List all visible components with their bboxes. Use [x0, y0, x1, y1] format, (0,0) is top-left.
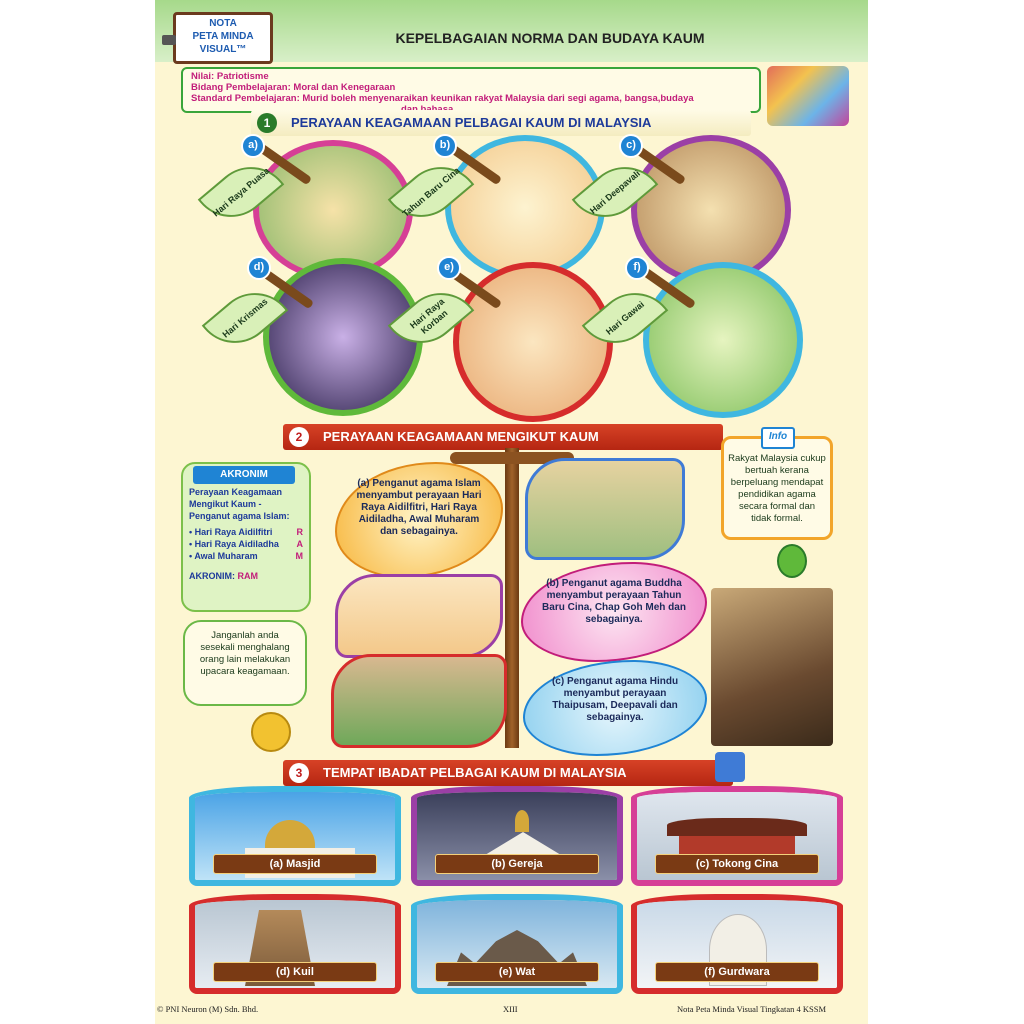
akronim-result [189, 570, 303, 582]
brand-line1: NOTA [209, 18, 237, 29]
akronim-item-letter: M [295, 551, 303, 561]
reading-kid-icon [715, 752, 745, 782]
leaf-hari-raya-korban: Hari Raya Korban [388, 277, 475, 360]
hindu-petal: (c) Penganut agama Hindu menyambut perayaan Thaipusam, Deepavali dan sebagainya. [523, 660, 707, 756]
buddha-petal: (b) Penganut agama Buddha menyambut perayaan Tahun Baru Cina, Chap Goh Meh dan sebagainya. [521, 562, 707, 662]
illustration-chinese-new-year [335, 574, 503, 658]
poster-page [155, 0, 868, 1024]
parrot-mascot-icon [777, 544, 807, 578]
akronim-item-letter: R [296, 527, 303, 537]
nilai-text: Nilai: Patriotisme [191, 71, 269, 82]
brand-line3: VISUAL™ [199, 44, 247, 55]
tree-trunk [505, 448, 519, 748]
place-gurdwara [631, 894, 843, 994]
section1-heading [251, 110, 751, 136]
info-note: Rakyat Malaysia cukup bertuah kerana berpeluang mendapat pendidikan agama secara formal dan tidak formal. [721, 436, 833, 540]
akronim-result-label: AKRONIM: [189, 571, 235, 581]
section3-heading [283, 760, 733, 786]
section1-title: PERAYAAN KEAGAMAAN PELBAGAI KAUM DI MALAYSIA [291, 115, 652, 130]
badge-e: e) [437, 256, 461, 280]
place-label: (e) Wat [435, 962, 599, 982]
clip-icon [162, 35, 176, 45]
illustration-family-raya [525, 458, 685, 560]
akronim-item-text: • Awal Muharam [189, 551, 258, 561]
footer-book-title: Nota Peta Minda Visual Tingkatan 4 KSSM [677, 1004, 827, 1014]
info-tag: Info [761, 427, 795, 449]
leaf-gawai: Hari Gawai [582, 277, 669, 360]
bidang-text: Bidang Pembelajaran: Moral dan Kenegaraan [191, 82, 396, 93]
place-label: (c) Tokong Cina [655, 854, 819, 874]
place-label: (f) Gurdwara [655, 962, 819, 982]
badge-b: b) [433, 134, 457, 158]
place-label: (a) Masjid [213, 854, 377, 874]
section2-title: PERAYAAN KEAGAMAAN MENGIKUT KAUM [323, 429, 599, 444]
place-gereja [411, 786, 623, 886]
place-kuil [189, 894, 401, 994]
footer-page-number: XIII [503, 1004, 518, 1014]
brand-line2: PETA MINDA [192, 31, 254, 42]
brand-logo [173, 12, 273, 64]
section1-number: 1 [257, 113, 277, 133]
leaf-krismas: Hari Krismas [202, 277, 289, 360]
badge-d: d) [247, 256, 271, 280]
section2-heading [283, 424, 723, 450]
prayer-photo [711, 588, 833, 746]
crowd-photo [767, 66, 849, 126]
place-tokong-cina [631, 786, 843, 886]
leaf-tahun-baru-cina: Tahun Baru Cina [388, 151, 475, 234]
illustration-deepavali-family [331, 654, 507, 748]
learning-info-box [181, 67, 761, 113]
place-label: (d) Kuil [213, 962, 377, 982]
page-title: KEPELBAGAIAN NORMA DAN BUDAYA KAUM [395, 30, 705, 46]
akronim-item-letter: A [296, 539, 303, 549]
akronim-item [189, 550, 303, 562]
place-masjid [189, 786, 401, 886]
place-wat [411, 894, 623, 994]
akronim-item-text: • Hari Raya Aidilfitri [189, 527, 273, 537]
leaf-hari-raya-puasa: Hari Raya Puasa [198, 151, 285, 234]
temple-roof [667, 818, 807, 836]
footer-copyright: © PNI Neuron (M) Sdn. Bhd. [157, 1004, 259, 1014]
badge-f: f) [625, 256, 649, 280]
akronim-box [181, 462, 311, 612]
akronim-item [189, 526, 303, 538]
islam-petal: (a) Penganut agama Islam menyambut perayaan Hari Raya Aidilfitri, Hari Raya Aidiladha, Awal Muharam dan sebagainya. [335, 462, 503, 578]
standard-text: Standard Pembelajaran: Murid boleh menyenaraikan keunikan rakyat Malaysia dari segi agama, bangsa,budaya [191, 93, 694, 104]
section3-title: TEMPAT IBADAT PELBAGAI KAUM DI MALAYSIA [323, 765, 627, 780]
section2-number: 2 [289, 427, 309, 447]
warning-speech-bubble: Janganlah anda sesekali menghalang orang lain melakukan upacara keagamaan. [183, 620, 307, 706]
akronim-intro: Perayaan Keagamaan Mengikut Kaum - Penganut agama Islam: [189, 487, 290, 521]
akronim-title: AKRONIM [193, 466, 295, 484]
akronim-result-value: RAM [237, 571, 259, 581]
akronim-item [189, 538, 303, 550]
badge-a: a) [241, 134, 265, 158]
cross-icon [515, 810, 529, 832]
place-label: (b) Gereja [435, 854, 599, 874]
leaf-deepavali: Hari Deepavali [572, 151, 659, 234]
section3-number: 3 [289, 763, 309, 783]
badge-c: c) [619, 134, 643, 158]
bird-mascot-icon [251, 712, 291, 752]
akronim-item-text: • Hari Raya Aidiladha [189, 539, 279, 549]
